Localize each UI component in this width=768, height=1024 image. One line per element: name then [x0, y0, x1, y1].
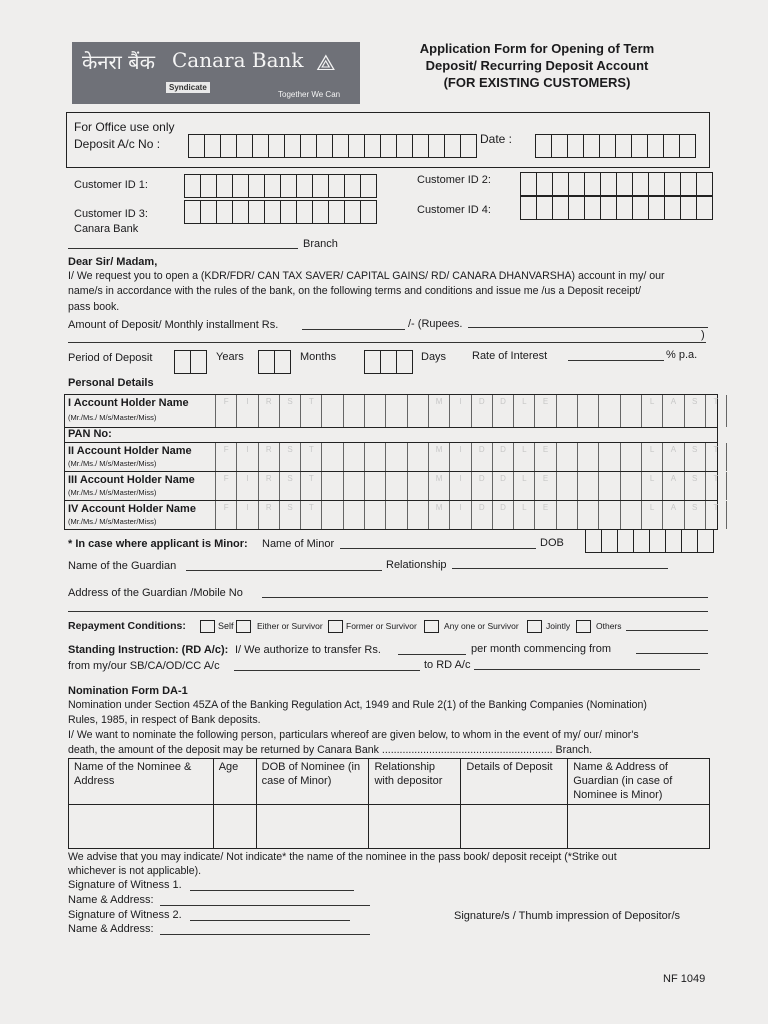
name-letter-cell[interactable]: T	[705, 501, 726, 529]
amount-line[interactable]	[302, 329, 405, 330]
name-letter-cell[interactable]: T	[300, 395, 321, 427]
name-letter-cell[interactable]: S	[684, 443, 705, 471]
name-letter-cell[interactable]: D	[471, 472, 492, 500]
name-letter-cell[interactable]: M	[428, 395, 449, 427]
name-letter-cell[interactable]	[321, 395, 342, 427]
witness-1-address-label: Name & Address:	[68, 894, 154, 906]
deposit-account-number-boxes[interactable]	[188, 134, 477, 158]
standing-amount-line[interactable]	[398, 654, 466, 655]
holder-1-name-cells[interactable]	[215, 395, 747, 427]
name-letter-cell[interactable]: I	[236, 395, 257, 427]
name-letter-cell[interactable]: L	[641, 443, 662, 471]
branch-line[interactable]	[68, 248, 298, 249]
guardian-address-label: Address of the Guardian /Mobile No	[68, 587, 243, 599]
nominee-table	[68, 758, 710, 849]
name-letter-cell[interactable]	[407, 472, 428, 500]
logo-english-name: Canara Bank	[172, 48, 304, 72]
name-letter-cell[interactable]: S	[279, 472, 300, 500]
repay-jointly-checkbox[interactable]	[527, 620, 542, 633]
depositor-signature-label: Signature/s / Thumb impression of Depositor/s	[454, 910, 681, 922]
pan-label: PAN No:	[68, 428, 112, 440]
repay-self-label: Self	[218, 621, 234, 631]
name-letter-cell[interactable]	[364, 443, 385, 471]
name-letter-cell[interactable]	[598, 501, 619, 529]
name-letter-cell[interactable]	[385, 395, 406, 427]
name-letter-cell[interactable]	[343, 472, 364, 500]
name-letter-cell[interactable]	[556, 472, 577, 500]
form-number: NF 1049	[663, 973, 706, 985]
holder-2-title-options: (Mr./Ms./ M/s/Master/Miss)	[68, 459, 157, 468]
name-letter-cell[interactable]: A	[662, 395, 683, 427]
name-letter-cell[interactable]	[556, 501, 577, 529]
name-letter-cell[interactable]	[364, 395, 385, 427]
col-relationship: Relationship with depositor	[369, 759, 461, 805]
name-letter-cell[interactable]	[343, 443, 364, 471]
per-annum-label: % p.a.	[666, 349, 698, 361]
period-label: Period of Deposit	[68, 352, 153, 364]
customer-id-2-boxes[interactable]	[520, 172, 713, 196]
name-letter-cell[interactable]	[726, 472, 747, 500]
standing-text-2: per month commencing from	[471, 643, 611, 655]
minor-dob-label: DOB	[540, 537, 564, 549]
witness-1-label: Signature of Witness 1.	[68, 879, 182, 891]
title-line-2: Deposit/ Recurring Deposit Account	[425, 58, 649, 73]
standing-text-1: I/ We authorize to transfer Rs.	[235, 644, 381, 656]
name-letter-cell[interactable]: I	[449, 395, 470, 427]
name-letter-cell[interactable]: L	[513, 472, 534, 500]
canara-bank-logo	[72, 42, 360, 104]
name-letter-cell[interactable]: R	[258, 472, 279, 500]
name-letter-cell[interactable]: D	[471, 443, 492, 471]
letter-body-3: pass book.	[68, 301, 120, 313]
form-title	[392, 40, 682, 91]
salutation: Dear Sir/ Madam,	[68, 256, 158, 268]
nomination-line-3: I/ We want to nominate the following person, particulars whereof are given below, to whom in the event of my/ our/ minor's	[68, 729, 639, 741]
name-letter-cell[interactable]: L	[641, 472, 662, 500]
name-letter-cell[interactable]	[577, 472, 598, 500]
name-letter-cell[interactable]: L	[641, 395, 662, 427]
nomination-line-1: Nomination under Section 45ZA of the Banking Regulation Act, 1949 and Rule 2(1) of the Banking Companies (Nomination)	[68, 699, 647, 711]
title-line-3: (FOR EXISTING CUSTOMERS)	[443, 75, 631, 90]
days-boxes[interactable]	[364, 350, 413, 374]
holder-4-name-cells[interactable]	[215, 501, 747, 529]
name-letter-cell[interactable]: F	[215, 472, 236, 500]
name-letter-cell[interactable]: F	[215, 501, 236, 529]
name-letter-cell[interactable]	[726, 443, 747, 471]
repay-former-checkbox[interactable]	[328, 620, 343, 633]
name-letter-cell[interactable]	[407, 443, 428, 471]
standing-text-3: from my/our SB/CA/OD/CC A/c	[68, 660, 220, 672]
name-letter-cell[interactable]	[726, 395, 747, 427]
guardian-address-line-2[interactable]	[68, 611, 708, 612]
name-letter-cell[interactable]	[556, 443, 577, 471]
holder-row-2[interactable]	[65, 443, 717, 472]
holder-row-4[interactable]	[65, 501, 717, 529]
cell-guardian[interactable]	[568, 805, 710, 849]
holder-3-name-cells[interactable]	[215, 472, 747, 500]
advise-line-2: whichever is not applicable).	[68, 865, 202, 877]
customer-id-3-label: Customer ID 3:	[74, 208, 148, 220]
name-letter-cell[interactable]: D	[471, 395, 492, 427]
date-label: Date :	[480, 132, 513, 146]
nominee-entry-row[interactable]	[69, 805, 710, 849]
holder-1-label: I Account Holder Name	[68, 397, 189, 409]
rupees-label: /- (Rupees.	[408, 318, 463, 330]
advise-line-1: We advise that you may indicate/ Not indicate* the name of the nominee in the pass book/ deposit receipt (*Strike out	[68, 851, 617, 863]
minor-star-text: * In case where applicant is Minor:	[68, 538, 248, 550]
years-boxes[interactable]	[174, 350, 207, 374]
branch-label: Branch	[303, 238, 338, 250]
name-letter-cell[interactable]	[343, 501, 364, 529]
name-letter-cell[interactable]	[385, 501, 406, 529]
name-letter-cell[interactable]	[407, 501, 428, 529]
name-letter-cell[interactable]: S	[279, 395, 300, 427]
name-letter-cell[interactable]: I	[449, 472, 470, 500]
repay-either-label: Either or Survivor	[257, 621, 323, 631]
months-boxes[interactable]	[258, 350, 291, 374]
name-letter-cell[interactable]: L	[513, 395, 534, 427]
witness-2-signature-line[interactable]	[190, 920, 350, 921]
logo-hindi-name: केनरा बैंक	[82, 50, 155, 74]
name-letter-cell[interactable]: D	[492, 395, 513, 427]
name-letter-cell[interactable]	[321, 443, 342, 471]
customer-id-1-label: Customer ID 1:	[74, 179, 148, 191]
guardian-label: Name of the Guardian	[68, 560, 177, 572]
days-label: Days	[421, 351, 447, 363]
cell-dob[interactable]	[256, 805, 369, 849]
name-letter-cell[interactable]	[598, 443, 619, 471]
name-letter-cell[interactable]: E	[534, 395, 555, 427]
logo-syndicate: Syndicate	[166, 82, 210, 93]
witness-2-address-line[interactable]	[160, 934, 370, 935]
customer-id-2-label: Customer ID 2:	[417, 174, 491, 186]
rate-label: Rate of Interest	[472, 350, 548, 362]
repay-others-line[interactable]	[626, 630, 708, 631]
name-letter-cell[interactable]	[407, 395, 428, 427]
name-letter-cell[interactable]: T	[705, 472, 726, 500]
name-letter-cell[interactable]: S	[279, 501, 300, 529]
pan-row[interactable]	[65, 428, 717, 443]
customer-id-1-boxes[interactable]	[184, 174, 377, 198]
name-letter-cell[interactable]: R	[258, 501, 279, 529]
name-letter-cell[interactable]: S	[684, 395, 705, 427]
name-letter-cell[interactable]: D	[471, 501, 492, 529]
name-letter-cell[interactable]: L	[513, 443, 534, 471]
name-letter-cell[interactable]	[620, 395, 641, 427]
witness-1-signature-line[interactable]	[190, 890, 354, 891]
holder-4-label: IV Account Holder Name	[68, 503, 196, 515]
account-holder-grid	[64, 394, 718, 530]
name-letter-cell[interactable]: T	[705, 443, 726, 471]
col-deposit-details: Details of Deposit	[461, 759, 568, 805]
col-guardian: Name & Address of Guardian (in case of Nominee is Minor)	[568, 759, 710, 805]
holder-row-1[interactable]	[65, 395, 717, 428]
repay-anyone-checkbox[interactable]	[424, 620, 439, 633]
name-letter-cell[interactable]: S	[684, 472, 705, 500]
name-letter-cell[interactable]: T	[705, 395, 726, 427]
holder-2-name-cells[interactable]	[215, 443, 747, 471]
title-line-1: Application Form for Opening of Term	[419, 41, 655, 56]
name-letter-cell[interactable]	[620, 501, 641, 529]
repay-self-checkbox[interactable]	[200, 620, 215, 633]
canara-triangle-icon: ⟁	[316, 50, 336, 75]
name-letter-cell[interactable]	[577, 501, 598, 529]
name-letter-cell[interactable]: I	[236, 443, 257, 471]
name-letter-cell[interactable]	[620, 443, 641, 471]
letter-body-2: name/s in accordance with the rules of the bank, on the following terms and conditions and issue me /us a Deposit receipt/	[68, 285, 641, 297]
guardian-line[interactable]	[186, 570, 382, 571]
rate-line[interactable]	[568, 360, 664, 361]
holder-row-3[interactable]	[65, 472, 717, 501]
witness-2-label: Signature of Witness 2.	[68, 909, 182, 921]
repay-others-checkbox[interactable]	[576, 620, 591, 633]
name-letter-cell[interactable]: I	[449, 443, 470, 471]
rd-account-line[interactable]	[474, 669, 700, 670]
customer-id-3-boxes[interactable]	[184, 200, 377, 224]
name-letter-cell[interactable]: D	[492, 472, 513, 500]
name-letter-cell[interactable]: R	[258, 395, 279, 427]
name-letter-cell[interactable]: E	[534, 472, 555, 500]
personal-details-heading: Personal Details	[68, 377, 154, 389]
repay-former-label: Former or Survivor	[346, 621, 417, 631]
name-letter-cell[interactable]: I	[236, 501, 257, 529]
name-letter-cell[interactable]: T	[300, 501, 321, 529]
witness-1-address-line[interactable]	[160, 905, 370, 906]
name-letter-cell[interactable]	[364, 501, 385, 529]
name-letter-cell[interactable]: F	[215, 395, 236, 427]
col-age: Age	[213, 759, 256, 805]
holder-2-label: II Account Holder Name	[68, 445, 192, 457]
minor-name-line[interactable]	[340, 548, 536, 549]
cell-nominee-name[interactable]	[69, 805, 214, 849]
name-letter-cell[interactable]: D	[492, 501, 513, 529]
name-letter-cell[interactable]: S	[684, 501, 705, 529]
name-letter-cell[interactable]: F	[215, 443, 236, 471]
minor-dob-boxes[interactable]	[585, 529, 714, 553]
name-letter-cell[interactable]	[321, 501, 342, 529]
nomination-line-4: death, the amount of the deposit may be returned by Canara Bank .......................................................... Branch.	[68, 744, 593, 756]
name-letter-cell[interactable]: I	[236, 472, 257, 500]
deposit-account-label: Deposit A/c No :	[74, 137, 161, 151]
name-letter-cell[interactable]	[364, 472, 385, 500]
canara-bank-text: Canara Bank	[74, 223, 139, 235]
name-letter-cell[interactable]: D	[492, 443, 513, 471]
rupees-words-line[interactable]	[468, 327, 708, 328]
months-label: Months	[300, 351, 337, 363]
name-letter-cell[interactable]: L	[641, 501, 662, 529]
standing-text-4: to RD A/c	[424, 659, 471, 671]
name-letter-cell[interactable]	[321, 472, 342, 500]
holder-4-title-options: (Mr./Ms./ M/s/Master/Miss)	[68, 517, 157, 526]
holder-3-title-options: (Mr./Ms./ M/s/Master/Miss)	[68, 488, 157, 497]
nomination-heading: Nomination Form DA-1	[68, 685, 188, 697]
col-dob: DOB of Nominee (in case of Minor)	[256, 759, 369, 805]
holder-1-title-options: (Mr./Ms./ M/s/Master/Miss)	[68, 413, 157, 422]
repay-anyone-label: Any one or Survivor	[444, 621, 519, 631]
office-use-label: For Office use only	[74, 120, 175, 134]
nominee-table-header	[69, 759, 710, 805]
name-letter-cell[interactable]	[343, 395, 364, 427]
name-letter-cell[interactable]: M	[428, 443, 449, 471]
cell-relationship[interactable]	[369, 805, 461, 849]
relationship-label: Relationship	[386, 559, 447, 571]
source-account-line[interactable]	[234, 670, 420, 671]
customer-id-4-label: Customer ID 4:	[417, 204, 491, 216]
rupees-words-line-2[interactable]	[68, 342, 706, 343]
name-letter-cell[interactable]: S	[279, 443, 300, 471]
name-letter-cell[interactable]	[598, 395, 619, 427]
name-letter-cell[interactable]: R	[258, 443, 279, 471]
letter-body-1: I/ We request you to open a (KDR/FDR/ CAN TAX SAVER/ CAPITAL GAINS/ RD/ CANARA DHANVARSHA) account in my/ our	[68, 270, 665, 282]
standing-instruction-label: Standing Instruction: (RD A/c):	[68, 644, 229, 656]
name-letter-cell[interactable]: T	[300, 443, 321, 471]
name-letter-cell[interactable]: T	[300, 472, 321, 500]
name-letter-cell[interactable]	[726, 501, 747, 529]
guardian-address-line[interactable]	[262, 597, 708, 598]
nomination-line-2: Rules, 1985, in respect of Bank deposits.	[68, 714, 261, 726]
repay-others-label: Others	[596, 621, 622, 631]
name-letter-cell[interactable]: I	[449, 501, 470, 529]
name-letter-cell[interactable]	[577, 395, 598, 427]
logo-tagline: Together We Can	[278, 90, 341, 99]
name-letter-cell[interactable]: L	[513, 501, 534, 529]
customer-id-4-boxes[interactable]	[520, 196, 713, 220]
witness-2-address-label: Name & Address:	[68, 923, 154, 935]
repayment-label: Repayment Conditions:	[68, 620, 186, 632]
name-letter-cell[interactable]: M	[428, 472, 449, 500]
name-letter-cell[interactable]: A	[662, 501, 683, 529]
close-paren: )	[701, 329, 705, 341]
name-letter-cell[interactable]	[620, 472, 641, 500]
amount-label: Amount of Deposit/ Monthly installment Rs.	[68, 319, 279, 331]
col-nominee-name: Name of the Nominee & Address	[69, 759, 214, 805]
cell-age[interactable]	[213, 805, 256, 849]
name-letter-cell[interactable]	[385, 443, 406, 471]
name-letter-cell[interactable]	[577, 443, 598, 471]
name-letter-cell[interactable]: M	[428, 501, 449, 529]
name-letter-cell[interactable]: A	[662, 472, 683, 500]
repay-either-checkbox[interactable]	[236, 620, 251, 633]
minor-name-label: Name of Minor	[262, 538, 335, 550]
name-letter-cell[interactable]: A	[662, 443, 683, 471]
holder-3-label: III Account Holder Name	[68, 474, 195, 486]
name-letter-cell[interactable]	[556, 395, 577, 427]
cell-deposit-details[interactable]	[461, 805, 568, 849]
standing-date-line[interactable]	[636, 653, 708, 654]
name-letter-cell[interactable]	[385, 472, 406, 500]
name-letter-cell[interactable]: E	[534, 501, 555, 529]
date-boxes[interactable]	[535, 134, 696, 158]
relationship-line[interactable]	[452, 568, 668, 569]
name-letter-cell[interactable]	[598, 472, 619, 500]
name-letter-cell[interactable]: E	[534, 443, 555, 471]
years-label: Years	[216, 351, 244, 363]
repay-jointly-label: Jointly	[546, 621, 571, 631]
